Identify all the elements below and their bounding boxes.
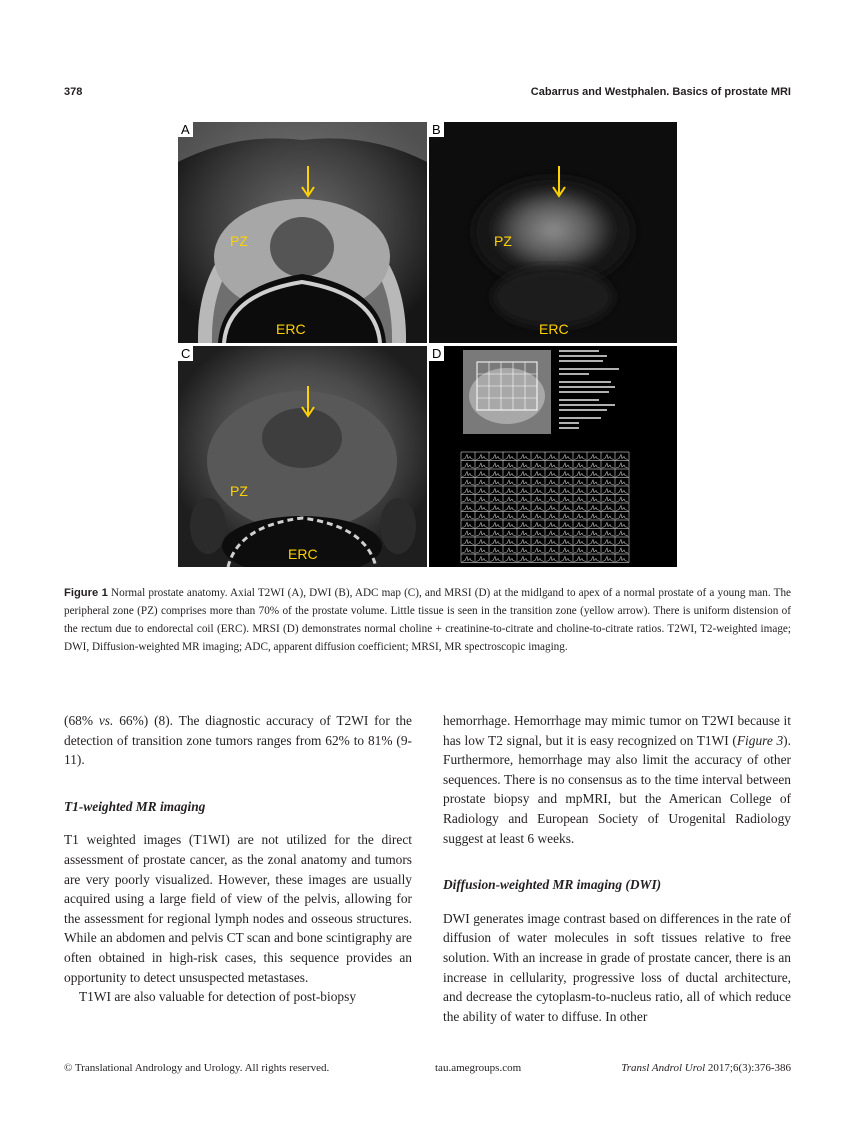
footer-copyright: © Translational Andrology and Urology. All rights reserved. [64,1062,330,1074]
running-title: Cabarrus and Westphalen. Basics of prostate MRI [530,86,791,98]
figure-reference[interactable]: Figure 3 [736,732,784,748]
left-column [64,711,412,1007]
figure-panel-b [429,122,677,343]
figure-panel-d [429,346,677,567]
caption-text: Normal prostate anatomy. Axial T2WI (A), DWI (B), ADC map (C), and MRSI (D) at the midlgand to apex of a normal prostate of a young man. The peripheral zone (PZ) comprises more than 70% of the prostate volume. Little tissue is seen in the transition zone (yellow arrow). There is uniform distension of the rectum due to endorectal coil (ERC). MRSI (D) demonstrates normal choline + creatinine-to-citrate and choline-to-citrate ratios. T2WI, T2-weighted image; DWI, Diffusion-weighted MR imaging; ADC, apparent diffusion coefficient; MRSI, MR spectroscopic imaging. [64,587,792,653]
adc-map-image [178,346,427,567]
left-paragraph-1: (68% vs. 66%) (8). The diagnostic accuracy of T2WI for the detection of transition zone tumors ranges from 62% to 81% (9-11). [64,713,412,768]
footer-website[interactable]: tau.amegroups.com [435,1062,522,1074]
left-paragraph-3: T1WI are also valuable for detection of post-biopsy [79,989,357,1005]
right-column [443,711,791,1026]
transition-zone-arrow-icon [551,166,567,198]
figure-panel-c [178,346,427,567]
page-number: 378 [64,86,83,98]
erc-label: ERC [276,321,306,337]
figure-caption [64,584,791,656]
pz-label: PZ [230,233,248,249]
panel-label: C [178,346,193,361]
caption-label: Figure 1 [64,587,108,599]
right-paragraph-2: DWI generates image contrast based on differences in the rate of diffusion of water molecules in soft tissues relative to free solution. With an increase in grade of prostate cancer, there is an increase in cellularity, progressive loss of ductal architecture, and decrease the cytoplasm-to-nucleus ratio, all of which reduce the ability of water to diffuse. In other [443,910,791,1024]
dwi-image [429,122,677,343]
panel-label: B [429,122,444,137]
t1-heading: T1-weighted MR imaging [64,798,206,814]
pz-label: PZ [230,483,248,499]
left-paragraph-2: T1 weighted images (T1WI) are not utilized for the direct assessment of prostate cancer, as the zonal anatomy and tumors are very poorly visualized. However, these images are usually acquired using a large field of view of the pelvis, allowing for the assessment for regional lymph nodes and osseous structures. While an abdomen and pelvis CT scan and bone scintigraphy are often obtained in high-risk cases, this sequence provides an opportunity to detect unsuspected metastases. [64,832,412,985]
erc-label: ERC [539,321,569,337]
panel-label: D [429,346,444,361]
right-paragraph-1: hemorrhage. Hemorrhage may mimic tumor on T2WI because it has low T2 signal, but it is easy recognized on T1WI (Figure 3). Furthermore, hemorrhage may also limit the accuracy of other sequences. There is no consensus as to the time interval between prostate biopsy and mpMRI, but the American College of Radiology and European Society of Urogenital Radiology suggest at least 6 weeks. [443,713,791,846]
figure-panel-a [178,122,427,343]
t2wi-image [178,122,427,343]
pz-label: PZ [494,233,512,249]
transition-zone-arrow-icon [300,386,316,418]
dwi-heading: Diffusion-weighted MR imaging (DWI) [443,877,662,893]
panel-label: A [178,122,193,137]
transition-zone-arrow-icon [300,166,316,198]
erc-label: ERC [288,546,318,562]
footer-citation: Transl Androl Urol 2017;6(3):376-386 [621,1062,791,1074]
mrsi-image [429,346,677,567]
